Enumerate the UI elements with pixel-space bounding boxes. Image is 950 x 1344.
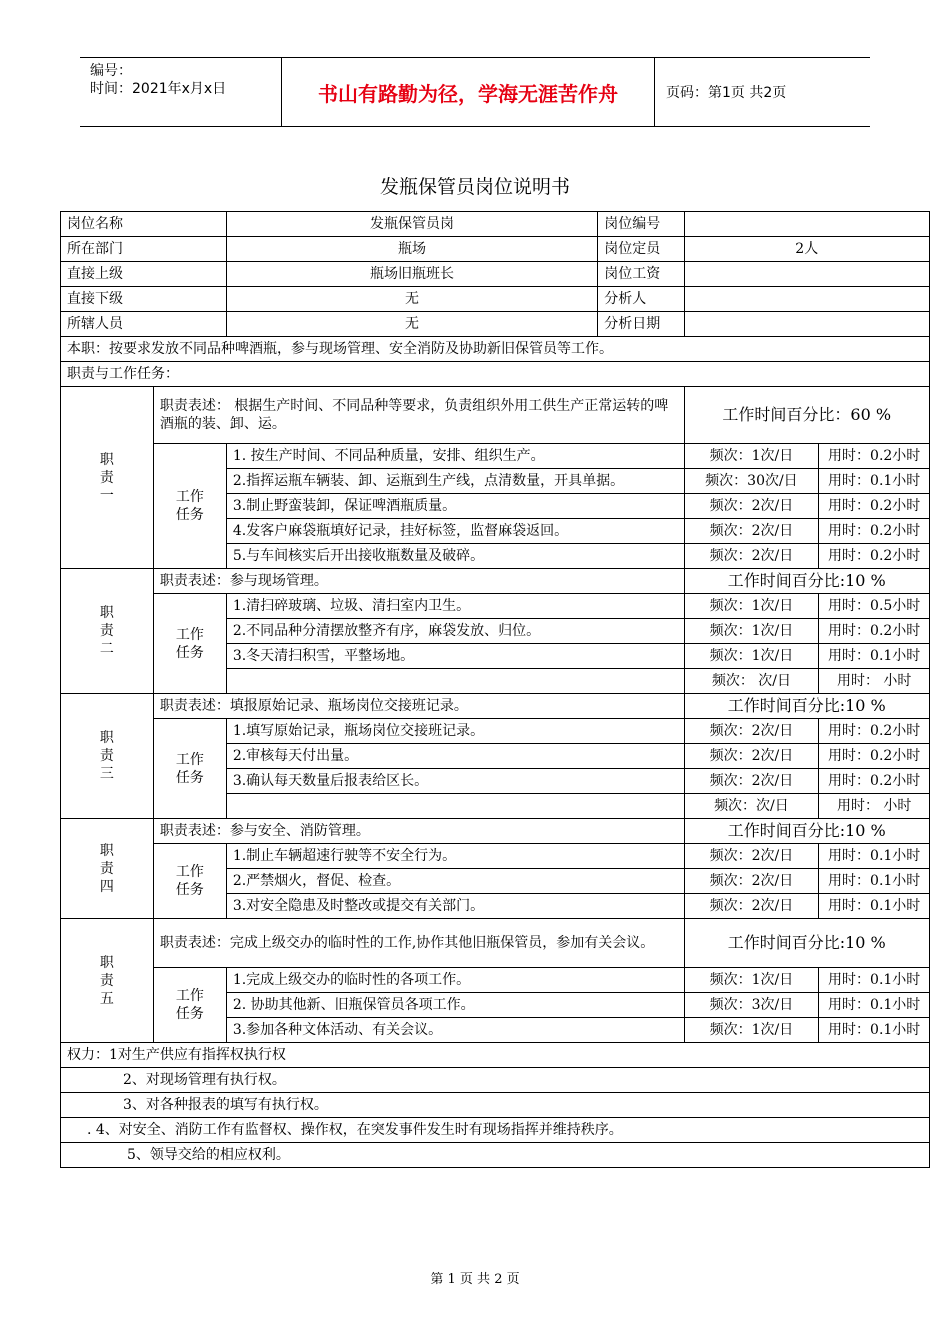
task-text: 2.严禁烟火，督促、检查。 xyxy=(226,869,684,894)
task-duration: 用时：0.2小时 xyxy=(819,744,930,769)
task-frequency: 频次：1次/日 xyxy=(684,644,819,669)
task-frequency: 频次：2次/日 xyxy=(684,769,819,794)
task-text: 2.审核每天付出量。 xyxy=(226,744,684,769)
task-row xyxy=(61,719,930,744)
info-value xyxy=(684,262,930,287)
time-percent: 工作时间百分比:10 % xyxy=(684,569,930,594)
section-label: 职 责 五 xyxy=(61,919,154,1043)
task-duration: 用时：0.1小时 xyxy=(819,869,930,894)
task-label: 工作 任务 xyxy=(153,719,226,819)
info-value: 2人 xyxy=(684,237,930,262)
task-text: 5.与车间核实后开出接收瓶数量及破碎。 xyxy=(226,544,684,569)
time-percent: 工作时间百分比:10 % xyxy=(684,694,930,719)
task-duration: 用时：0.5小时 xyxy=(819,594,930,619)
task-row xyxy=(61,844,930,869)
task-duration: 用时：0.1小时 xyxy=(819,1018,930,1043)
task-frequency: 频次：1次/日 xyxy=(684,444,819,469)
power-item: 3、对各种报表的填写有执行权。 xyxy=(61,1093,930,1118)
task-row xyxy=(61,594,930,619)
duties-heading: 职责与工作任务： xyxy=(61,362,930,387)
task-label: 工作 任务 xyxy=(153,594,226,694)
task-label: 工作 任务 xyxy=(153,444,226,569)
task-text: 3.制止野蛮装卸，保证啤酒瓶质量。 xyxy=(226,494,684,519)
power-item: 2、对现场管理有执行权。 xyxy=(61,1068,930,1093)
task-text: 1.制止车辆超速行驶等不安全行为。 xyxy=(226,844,684,869)
section-label: 职 责 四 xyxy=(61,819,154,919)
section-desc-row xyxy=(61,694,930,719)
task-frequency: 频次：2次/日 xyxy=(684,519,819,544)
task-text: 1.填写原始记录，瓶场岗位交接班记录。 xyxy=(226,719,684,744)
task-text: 2.不同品种分清摆放整齐有序，麻袋发放、归位。 xyxy=(226,619,684,644)
task-text: 1.清扫碎玻璃、垃圾、清扫室内卫生。 xyxy=(226,594,684,619)
task-frequency: 频次：2次/日 xyxy=(684,744,819,769)
info-label: 分析人 xyxy=(598,287,684,312)
task-text: 4.发客户麻袋瓶填好记录，挂好标签，监督麻袋返回。 xyxy=(226,519,684,544)
task-frequency: 频次：1次/日 xyxy=(684,619,819,644)
task-text: 3.参加各种文体活动、有关会议。 xyxy=(226,1018,684,1043)
task-duration: 用时：0.1小时 xyxy=(819,894,930,919)
info-value xyxy=(684,212,930,237)
info-label: 所在部门 xyxy=(61,237,227,262)
task-duration: 用时：0.2小时 xyxy=(819,544,930,569)
time-percent: 工作时间百分比:10 % xyxy=(684,919,930,968)
main-duty: 本职：按要求发放不同品种啤酒瓶，参与现场管理、安全消防及协助新旧保管员等工作。 xyxy=(61,337,930,362)
task-text: 2. 协助其他新、旧瓶保管员各项工作。 xyxy=(226,993,684,1018)
section-desc-row xyxy=(61,569,930,594)
header-meta xyxy=(90,62,226,98)
section-desc-row xyxy=(61,387,930,444)
info-value: 无 xyxy=(226,287,597,312)
info-value xyxy=(684,312,930,337)
info-label: 岗位定员 xyxy=(598,237,684,262)
motto: 书山有路勤为径，学海无涯苦作舟 xyxy=(281,58,655,126)
time-percent: 工作时间百分比：60 % xyxy=(684,387,930,444)
task-text xyxy=(226,794,684,819)
task-duration: 用时：0.1小时 xyxy=(819,469,930,494)
task-frequency: 频次： 次/日 xyxy=(684,669,819,694)
task-duration: 用时：0.2小时 xyxy=(819,444,930,469)
info-label: 岗位名称 xyxy=(61,212,227,237)
section-label: 职 责 二 xyxy=(61,569,154,694)
task-label: 工作 任务 xyxy=(153,968,226,1043)
task-text: 1.完成上级交办的临时性的各项工作。 xyxy=(226,968,684,993)
section-desc: 职责表述：参与现场管理。 xyxy=(153,569,684,594)
section-desc: 职责表述：填报原始记录、瓶场岗位交接班记录。 xyxy=(153,694,684,719)
document-title: 发瓶保管员岗位说明书 xyxy=(379,176,570,198)
task-duration: 用时： 小时 xyxy=(819,794,930,819)
power-item: 5、领导交给的相应权利。 xyxy=(61,1143,930,1168)
section-desc-row xyxy=(61,919,930,968)
info-label: 岗位工资 xyxy=(598,262,684,287)
info-row xyxy=(61,237,930,262)
task-frequency: 频次：次/日 xyxy=(684,794,819,819)
page-header xyxy=(80,57,870,127)
info-row xyxy=(61,312,930,337)
task-text: 1. 按生产时间、不同品种质量，安排、组织生产。 xyxy=(226,444,684,469)
task-frequency: 频次：2次/日 xyxy=(684,894,819,919)
task-row xyxy=(61,444,930,469)
section-desc: 职责表述：完成上级交办的临时性的工作,协作其他旧瓶保管员，参加有关会议。 xyxy=(153,919,684,968)
section-desc-row xyxy=(61,819,930,844)
task-frequency: 频次：30次/日 xyxy=(684,469,819,494)
task-duration: 用时：0.2小时 xyxy=(819,769,930,794)
task-frequency: 频次：2次/日 xyxy=(684,494,819,519)
task-duration: 用时：0.2小时 xyxy=(819,619,930,644)
info-value: 发瓶保管员岗 xyxy=(226,212,597,237)
time-percent: 工作时间百分比:10 % xyxy=(684,819,930,844)
info-value: 无 xyxy=(226,312,597,337)
task-frequency: 频次：2次/日 xyxy=(684,719,819,744)
section-desc: 职责表述： 根据生产时间、不同品种等要求，负责组织外用工供生产正常运转的啤酒瓶的装、卸、运。 xyxy=(153,387,684,444)
info-label: 直接上级 xyxy=(61,262,227,287)
task-text: 3.确认每天数量后报表给区长。 xyxy=(226,769,684,794)
task-duration: 用时： 小时 xyxy=(819,669,930,694)
task-duration: 用时：0.2小时 xyxy=(819,719,930,744)
section-label: 职 责 三 xyxy=(61,694,154,819)
info-value xyxy=(684,287,930,312)
info-value: 瓶场 xyxy=(226,237,597,262)
power-item: 权力：1对生产供应有指挥权执行权 xyxy=(61,1043,930,1068)
info-row xyxy=(61,287,930,312)
power-item: . 4、对安全、消防工作有监督权、操作权，在突发事件发生时有现场指挥并维持秩序。 xyxy=(61,1118,930,1143)
page-footer: 第 1 页 共 2 页 xyxy=(430,1272,520,1287)
job-description-table xyxy=(60,211,930,1168)
page-label: 页码：第1页 共2页 xyxy=(666,85,787,101)
number-label: 编号： xyxy=(90,63,132,79)
task-frequency: 频次：1次/日 xyxy=(684,1018,819,1043)
task-row xyxy=(61,968,930,993)
task-duration: 用时：0.2小时 xyxy=(819,494,930,519)
section-desc: 职责表述：参与安全、消防管理。 xyxy=(153,819,684,844)
task-duration: 用时：0.1小时 xyxy=(819,644,930,669)
task-text: 2.指挥运瓶车辆装、卸、运瓶到生产线，点清数量，开具单据。 xyxy=(226,469,684,494)
task-frequency: 频次：2次/日 xyxy=(684,869,819,894)
task-label: 工作 任务 xyxy=(153,844,226,919)
info-value: 瓶场旧瓶班长 xyxy=(226,262,597,287)
task-frequency: 频次：1次/日 xyxy=(684,594,819,619)
task-frequency: 频次：3次/日 xyxy=(684,993,819,1018)
task-frequency: 频次：1次/日 xyxy=(684,968,819,993)
info-label: 分析日期 xyxy=(598,312,684,337)
info-label: 岗位编号 xyxy=(598,212,684,237)
info-label: 直接下级 xyxy=(61,287,227,312)
task-text xyxy=(226,669,684,694)
info-row xyxy=(61,262,930,287)
task-duration: 用时：0.1小时 xyxy=(819,844,930,869)
info-label: 所辖人员 xyxy=(61,312,227,337)
task-duration: 用时：0.1小时 xyxy=(819,968,930,993)
task-frequency: 频次：2次/日 xyxy=(684,544,819,569)
section-label: 职 责 一 xyxy=(61,387,154,569)
task-duration: 用时：0.1小时 xyxy=(819,993,930,1018)
time-label: 时间：2021年x月x日 xyxy=(90,81,227,97)
info-row xyxy=(61,212,930,237)
task-frequency: 频次：2次/日 xyxy=(684,844,819,869)
task-text: 3.对安全隐患及时整改或提交有关部门。 xyxy=(226,894,684,919)
task-text: 3.冬天清扫积雪，平整场地。 xyxy=(226,644,684,669)
task-duration: 用时：0.2小时 xyxy=(819,519,930,544)
